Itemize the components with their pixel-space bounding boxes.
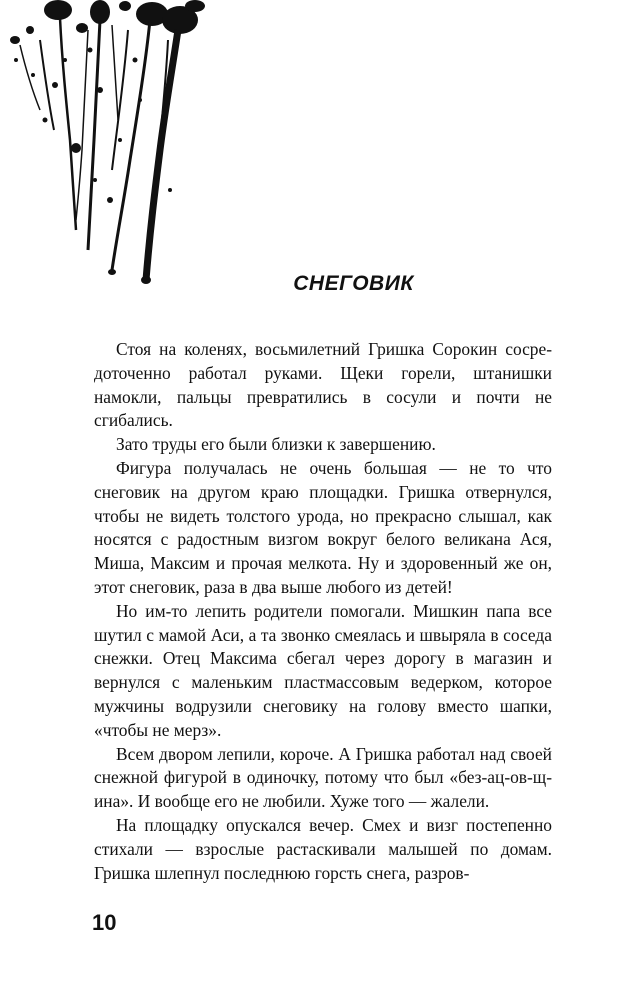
paragraph: На площадку опускался вечер. Смех и визг постепенно стихали — взрослые растаскивали малышей по домам. Гришка шлепнул последнюю горсть снега, разров-	[94, 814, 552, 883]
paragraph: Всем двором лепили, короче. А Гришка работал над своей снежной фигурой в одиночку, потому что был «без-ац-ов-щ-ина». И вообще его не любили. Хуже того — жалели.	[94, 743, 552, 812]
chapter-title: СНЕГОВИК	[293, 272, 414, 295]
paragraph: Стоя на коленях, восьмилетний Гришка Сорокин сосредоточенно работал руками. Щеки горели, штанишки намокли, пальцы превратились в сосули и почти не сгибались.	[94, 339, 552, 431]
paragraph: Фигура получалась не очень большая — не то что снеговик на другом краю площадки. Гришка отвернулся, чтобы не видеть толстого урода, но прекрасно слышал, как носятся с радостным визгом вокруг белого великана Ася, Миша, Максим и прочая мелкота. Ну и здоровенный же он, этот снеговик, раза в два выше любого из детей!	[94, 457, 552, 597]
paragraph: Но им-то лепить родители помогали. Мишкин папа все шутил с мамой Аси, а та звонко смеялась и швыряла в соседа снежки. Отец Максима сбегал через дорогу в магазин и вернулся с маленьким пластмассовым ведерком, которое мужчины водрузили снеговику на голову вместо шапки, «чтобы не мерз».	[94, 600, 552, 740]
page-number: 10	[92, 910, 117, 935]
ink-splatter-illustration	[0, 0, 220, 290]
paragraph: Зато труды его были близки к завершению.	[116, 434, 436, 455]
body-text	[94, 338, 552, 885]
